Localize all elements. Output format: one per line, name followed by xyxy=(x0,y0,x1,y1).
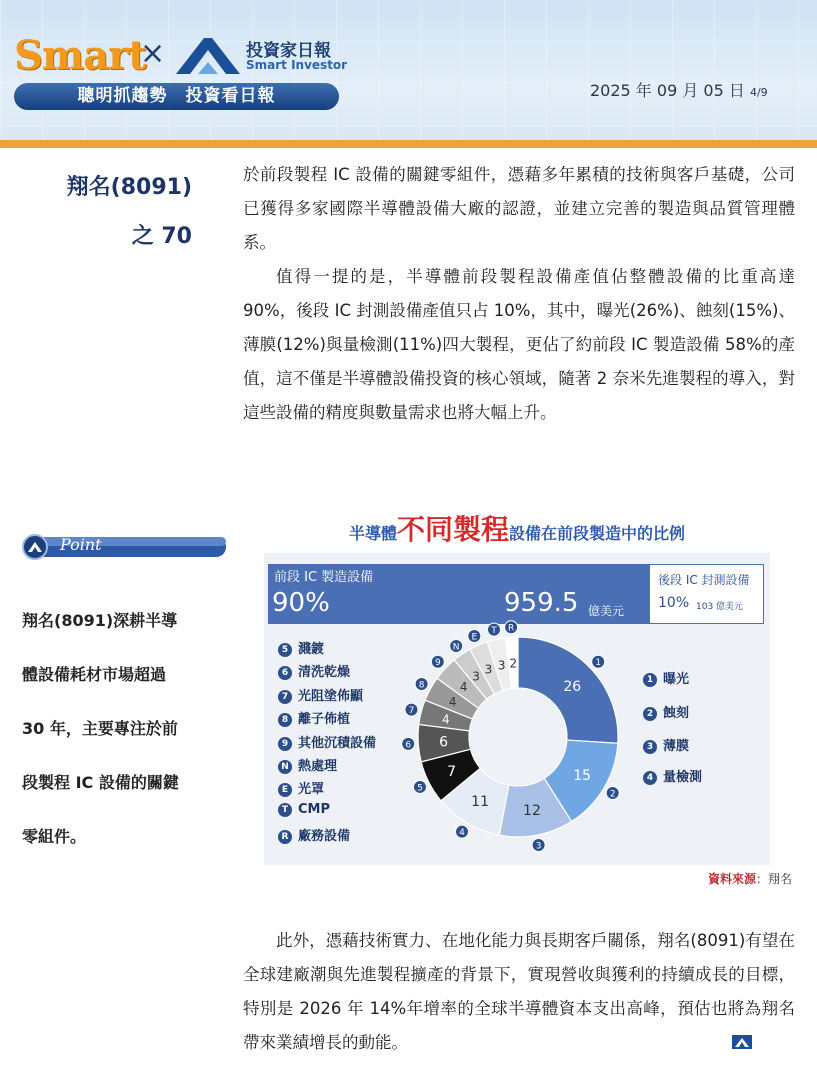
donut-value-label: 3 xyxy=(484,662,493,677)
back-equipment-box xyxy=(649,564,764,624)
header-banner xyxy=(0,0,817,140)
legend-label: 薄膜 xyxy=(663,739,690,754)
legend-item xyxy=(278,708,350,727)
legend-item xyxy=(278,638,324,657)
legend-item xyxy=(278,778,324,797)
legend-label: 濺鍍 xyxy=(298,642,325,657)
slogan-banner: 聰明抓趨勢 投資看日報 xyxy=(14,83,339,110)
smart-investor-logo-icon xyxy=(176,34,242,74)
point-label: Point xyxy=(60,535,102,554)
brand-name-zh: 投資家日報 xyxy=(246,41,331,61)
source-value: ：翔名 xyxy=(755,872,792,886)
back-equipment-label: 後段 IC 封測設備 xyxy=(658,573,750,587)
legend-marker: 4 xyxy=(643,771,657,785)
legend-marker: T xyxy=(278,803,292,817)
brand-separator: × xyxy=(140,36,166,71)
legend-label: 光罩 xyxy=(298,782,325,798)
chart-title-post: 設備在前段製造中的比例 xyxy=(509,524,686,543)
donut-marker-label: 7 xyxy=(408,706,415,717)
donut-marker-label: E xyxy=(471,632,478,643)
point-badge xyxy=(22,534,227,560)
point-line: 翔名(8091)深耕半導 xyxy=(22,611,178,630)
legend-label: 離子佈植 xyxy=(298,712,351,728)
donut-marker-label: 9 xyxy=(434,658,441,669)
legend-item xyxy=(278,802,330,817)
front-equipment-label: 前段 IC 製造設備 xyxy=(274,570,374,585)
legend-marker: 7 xyxy=(278,690,292,704)
donut-value-label: 6 xyxy=(439,734,449,751)
front-equipment-box xyxy=(268,564,649,624)
legend-marker: N xyxy=(278,760,292,774)
article-subtitle: 之 70 xyxy=(131,224,192,249)
back-equipment-unit: 103 億美元 xyxy=(696,602,744,612)
donut-value-label: 4 xyxy=(459,680,468,695)
legend-marker: 5 xyxy=(278,643,292,657)
donut-marker-label: 8 xyxy=(418,680,425,691)
legend-marker: 3 xyxy=(643,740,657,754)
donut-value-label: 4 xyxy=(448,695,457,710)
donut-value-label: 7 xyxy=(447,763,457,780)
legend-marker: 2 xyxy=(643,707,657,721)
donut-value-label: 3 xyxy=(472,669,480,684)
point-line: 體設備耗材市場超過 xyxy=(22,665,167,684)
donut-marker-label: T xyxy=(491,626,497,637)
legend-label: 蝕刻 xyxy=(663,706,690,721)
point-line: 零組件。 xyxy=(22,827,87,846)
legend-marker: E xyxy=(278,783,292,797)
point-line: 30 年，主要專注於前 xyxy=(22,719,178,738)
donut-value-label: 12 xyxy=(523,803,541,820)
chart-title-pre: 半導體 xyxy=(348,524,397,543)
legend-label: 廠務設備 xyxy=(298,829,351,845)
front-equipment-percent: 90% xyxy=(272,588,330,618)
donut-value-label: 26 xyxy=(563,679,582,696)
legend-label: 清洗乾燥 xyxy=(298,665,351,681)
source-key: 資料來源 xyxy=(707,872,756,886)
page-number: 4/9 xyxy=(749,86,768,99)
donut-marker-label: 3 xyxy=(535,841,542,852)
body-paragraph-2: 值得一提的是，半導體前段製程設備產值佔整體設備的比重高達 90%，後段 IC 封測設備產值只占 10%，其中，曝光(26%)、蝕刻(15%)、薄膜(12%)與量檢測(11%)四大製程，更佔了約前段 IC 製造設備 58%的產值，這不僅是半導體設備投資的核心領域，隨著 2 奈米先進製程的導入，對這些設備的精度與數量需求也將大幅上升。 xyxy=(243,267,795,422)
legend-label: CMP xyxy=(298,801,331,817)
point-line: 段製程 IC 設備的關鍵 xyxy=(22,773,179,792)
article-title: 翔名(8091) xyxy=(66,175,192,200)
donut-marker-label: N xyxy=(452,642,460,653)
legend-marker: R xyxy=(278,830,292,844)
donut-marker-label: 5 xyxy=(417,783,423,794)
legend-item xyxy=(278,825,350,844)
legend-label: 曝光 xyxy=(663,672,690,687)
donut-marker-label: 2 xyxy=(609,789,616,800)
legend-marker: 9 xyxy=(278,737,292,751)
date-text: 2025 年 09 月 05 日 xyxy=(590,81,745,100)
legend-item xyxy=(643,735,689,754)
legend-item xyxy=(643,766,702,785)
legend-item xyxy=(278,732,376,751)
issue-date xyxy=(590,78,768,101)
legend-label: 量檢測 xyxy=(663,770,703,785)
article-end-icon xyxy=(732,1035,752,1049)
back-equipment-percent: 10% xyxy=(658,595,690,611)
legend-item xyxy=(278,685,363,704)
legend-item xyxy=(278,661,350,680)
donut-marker-label: R xyxy=(507,623,515,634)
donut-marker-label: 4 xyxy=(459,828,465,839)
legend-label: 其他沉積設備 xyxy=(298,735,377,751)
donut-value-label: 15 xyxy=(573,767,592,784)
chart-title xyxy=(262,508,772,548)
brand-name-en: Smart Investor xyxy=(246,58,348,72)
legend-item xyxy=(643,668,689,687)
body-paragraph-3: 此外，憑藉技術實力、在地化能力與長期客戶關係，翔名(8091)有望在全球建廠潮與先進製程擴產的背景下，實現營收與獲利的持續成長的目標，特別是 2026 年 14%年增率的全球半導體資本支出高峰，預估也將為翔名帶來業績增長的動能。 xyxy=(243,931,795,1052)
legend-marker: 1 xyxy=(643,673,657,687)
point-summary xyxy=(22,594,222,864)
chart-title-highlight: 不同製程 xyxy=(396,513,509,546)
donut-value-label: 11 xyxy=(471,794,489,811)
legend-label: 光阻塗佈顯 xyxy=(298,688,364,704)
donut-value-label: 3 xyxy=(497,658,506,673)
legend-marker: 8 xyxy=(278,713,292,727)
process-share-donut-chart xyxy=(395,620,635,865)
body-paragraph-1: 於前段製程 IC 設備的關鍵零組件，憑藉多年累積的技術與客戶基礎，公司已獲得多家國際半導體設備大廠的認證，並建立完善的製造與品質管理體系。 xyxy=(243,165,795,252)
header-divider xyxy=(0,140,817,148)
front-equipment-amount: 959.5 xyxy=(504,588,579,618)
legend-label: 熱處理 xyxy=(298,759,338,774)
legend-item xyxy=(278,755,337,774)
donut-marker-label: 6 xyxy=(405,740,412,751)
front-equipment-unit: 億美元 xyxy=(588,604,625,618)
donut-marker-label: 1 xyxy=(595,658,602,669)
donut-value-label: 2 xyxy=(509,656,518,671)
smart-logo-text: Smart xyxy=(14,32,146,79)
legend-item xyxy=(643,702,689,721)
chart-source xyxy=(600,870,792,887)
legend-marker: 6 xyxy=(278,666,292,680)
donut-value-label: 4 xyxy=(442,712,450,727)
